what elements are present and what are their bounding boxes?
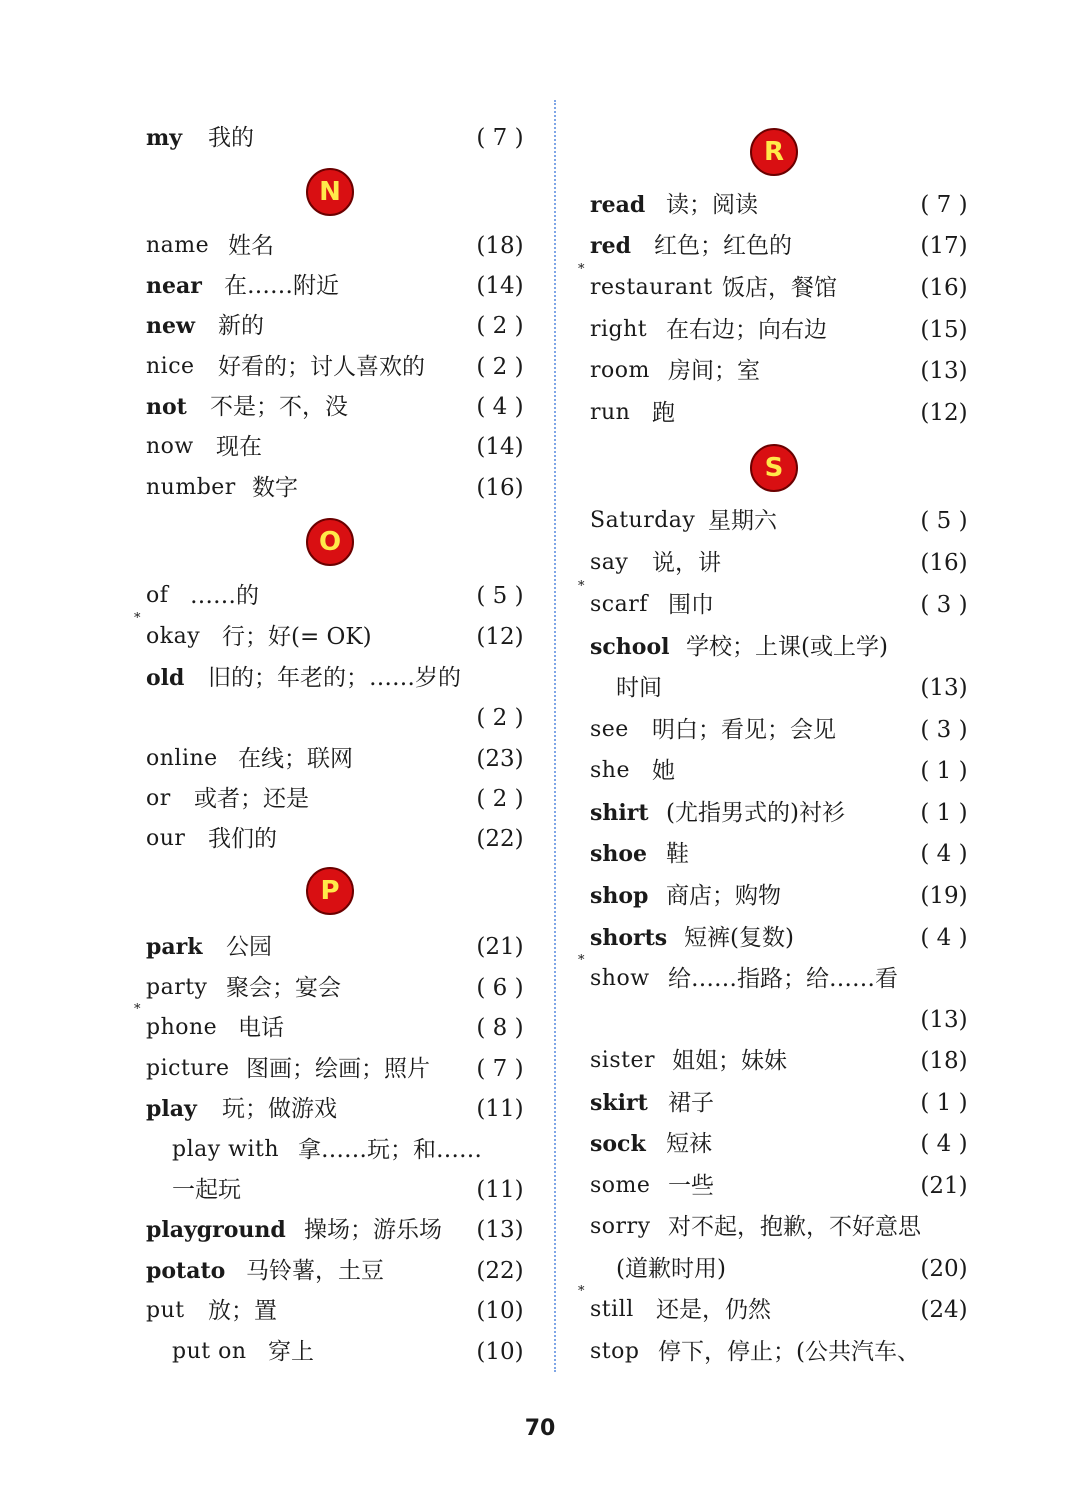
entry-word: new (146, 313, 195, 339)
vocab-entry (118, 576, 528, 616)
vocab-entry (562, 393, 972, 433)
entry-meaning: 鞋 (666, 841, 689, 867)
entry-meaning: 学校；上课(或上学) (686, 634, 888, 660)
entry-word: red (590, 233, 631, 259)
vocab-entry (562, 918, 972, 958)
entry-unit: (22) (476, 1258, 524, 1284)
entry-word: put on (172, 1339, 247, 1364)
entry-unit: ( 2 ) (476, 313, 524, 339)
entry-meaning: 商店；购物 (666, 883, 781, 909)
vocab-entry (118, 611, 528, 657)
entry-word: sister (590, 1048, 655, 1073)
vocab-entry-continuation (118, 1170, 528, 1210)
entry-word: number (146, 475, 236, 500)
entry-word: shorts (590, 925, 668, 951)
entry-unit: (13) (476, 1217, 524, 1243)
entry-meaning: 放；置 (208, 1298, 277, 1324)
entry-word: sorry (590, 1214, 651, 1239)
vocab-entry (118, 968, 528, 1008)
asterisk-mark: * (578, 262, 585, 277)
entry-meaning: 现在 (216, 434, 262, 460)
vocab-entry (562, 953, 972, 999)
entry-word: okay (146, 624, 201, 649)
entry-unit: (16) (920, 275, 968, 301)
entry-meaning: 在线；联网 (238, 746, 353, 772)
vocab-entry (118, 387, 528, 427)
letter-badge-s: S (750, 444, 798, 492)
entry-unit: (16) (920, 550, 968, 576)
entry-word: potato (146, 1258, 226, 1284)
entry-meaning: (尤指男式的)衬衫 (666, 800, 845, 826)
entry-meaning: 还是，仍然 (656, 1297, 771, 1323)
entry-word: name (146, 233, 210, 258)
entry-meaning: 公园 (226, 934, 272, 960)
entry-unit: ( 3 ) (920, 717, 968, 743)
entry-word: my (146, 125, 183, 151)
letter-badge-p: P (306, 867, 354, 915)
entry-meaning: 短裤(复数) (684, 925, 794, 951)
entry-unit: ( 6 ) (476, 975, 524, 1001)
entry-meaning: 红色；红色的 (654, 233, 792, 259)
vocab-entry-continuation (562, 668, 972, 708)
entry-unit: ( 4 ) (920, 1131, 968, 1157)
entry-unit: (12) (476, 624, 524, 650)
entry-meaning: 马铃薯，土豆 (246, 1258, 384, 1284)
entry-meaning: 她 (652, 758, 675, 784)
entry-word: not (146, 394, 187, 420)
entry-unit: ( 1 ) (920, 758, 968, 784)
entry-word: shop (590, 883, 649, 909)
vocab-entry (562, 793, 972, 833)
column-divider (554, 100, 556, 1372)
entry-unit: (10) (476, 1298, 524, 1324)
entry-meaning: 数字 (252, 475, 298, 501)
vocab-entry (118, 226, 528, 266)
asterisk-mark: * (134, 1002, 141, 1017)
entry-word: read (590, 192, 646, 218)
entry-word: sock (590, 1131, 646, 1157)
entry-unit: (13) (920, 358, 968, 384)
vocab-entry (562, 627, 972, 667)
entry-meaning: 读；阅读 (666, 192, 758, 218)
vocab-entry (118, 266, 528, 306)
entry-word: shoe (590, 841, 648, 867)
right-column (562, 0, 972, 1504)
entry-meaning: 或者；还是 (194, 786, 309, 812)
vocab-entry (562, 1041, 972, 1081)
entry-unit: (18) (476, 233, 524, 259)
entry-unit: ( 1 ) (920, 800, 968, 826)
vocab-entry (118, 347, 528, 387)
entry-word: show (590, 966, 650, 991)
entry-unit: (20) (920, 1256, 968, 1282)
entry-word: online (146, 746, 218, 771)
vocab-entry (562, 226, 972, 266)
entry-word: some (590, 1173, 651, 1198)
entry-word: see (590, 717, 629, 742)
entry-word: skirt (590, 1090, 648, 1116)
entry-meaning: 房间；室 (668, 358, 760, 384)
entry-meaning: 新的 (218, 313, 264, 339)
vocab-phrase (118, 1332, 528, 1372)
entry-meaning: 穿上 (268, 1339, 314, 1365)
asterisk-mark: * (578, 1284, 585, 1299)
entry-meaning: 给……指路；给……看 (668, 966, 898, 992)
entry-meaning: 我的 (208, 125, 254, 151)
entry-meaning: 停下，停止；(公共汽车、 (658, 1339, 920, 1365)
entry-meaning: 明白；看见；会见 (652, 717, 836, 743)
vocab-entry (562, 1166, 972, 1206)
vocab-entry (118, 427, 528, 467)
entry-word: phone (146, 1015, 218, 1040)
entry-unit: (22) (476, 826, 524, 852)
entry-unit: (21) (920, 1173, 968, 1199)
entry-meaning: 好看的；讨人喜欢的 (218, 354, 425, 380)
letter-badge-n: N (306, 168, 354, 216)
entry-unit: ( 4 ) (920, 841, 968, 867)
vocab-entry (562, 579, 972, 625)
vocab-entry (118, 739, 528, 779)
entry-word: our (146, 826, 186, 851)
entry-meaning: 星期六 (708, 508, 777, 534)
entry-word: school (590, 634, 670, 660)
entry-unit: (12) (920, 400, 968, 426)
entry-word: still (590, 1297, 634, 1322)
entry-unit: (23) (476, 746, 524, 772)
entry-meaning: 旧的；年老的；……岁的 (208, 665, 461, 691)
entry-unit: (10) (476, 1339, 524, 1365)
entry-word: she (590, 758, 630, 783)
entry-word: old (146, 665, 185, 691)
entry-meaning: 不是；不，没 (210, 394, 348, 420)
entry-word: shirt (590, 800, 649, 826)
vocab-entry (562, 351, 972, 391)
entry-word: nice (146, 354, 195, 379)
entry-meaning: 我们的 (208, 826, 277, 852)
entry-meaning: 姓名 (228, 233, 274, 259)
entry-unit: (21) (476, 934, 524, 960)
entry-meaning: 在……附近 (224, 273, 339, 299)
entry-meaning: 饭店，餐馆 (722, 275, 837, 301)
entry-word: party (146, 975, 208, 1000)
entry-word: play with (172, 1137, 280, 1162)
vocab-entry (562, 1332, 972, 1372)
entry-unit: ( 2 ) (476, 354, 524, 380)
entry-meaning: 裙子 (668, 1090, 714, 1116)
vocab-entry-continuation (562, 1000, 972, 1040)
asterisk-mark: * (578, 953, 585, 968)
entry-word: say (590, 550, 629, 575)
vocab-entry (118, 1002, 528, 1048)
entry-unit: ( 4 ) (476, 394, 524, 420)
vocab-phrase (118, 1130, 528, 1170)
entry-meaning: 聚会；宴会 (226, 975, 341, 1001)
entry-word: Saturday (590, 508, 696, 533)
entry-unit: (19) (920, 883, 968, 909)
entry-unit: ( 1 ) (920, 1090, 968, 1116)
vocab-entry (562, 1124, 972, 1164)
entry-unit: (17) (920, 233, 968, 259)
vocab-entry (562, 1284, 972, 1330)
vocab-entry (118, 1049, 528, 1089)
vocab-entry (118, 927, 528, 967)
entry-unit: ( 5 ) (476, 583, 524, 609)
entry-word: park (146, 934, 203, 960)
entry-meaning: 围巾 (668, 592, 714, 618)
entry-unit: (13) (920, 675, 968, 701)
entry-word: picture (146, 1056, 230, 1081)
vocab-entry-continuation (118, 698, 528, 738)
vocab-entry (118, 1089, 528, 1129)
vocab-entry (118, 1291, 528, 1331)
entry-meaning: 操场；游乐场 (304, 1217, 442, 1243)
vocab-entry (562, 543, 972, 583)
asterisk-mark: * (134, 611, 141, 626)
entry-word: scarf (590, 592, 648, 617)
entry-unit: (11) (476, 1096, 524, 1122)
entry-unit: (15) (920, 317, 968, 343)
entry-word: now (146, 434, 194, 459)
entry-unit: (13) (920, 1007, 968, 1033)
vocab-entry (118, 1210, 528, 1250)
entry-meaning: 时间 (616, 675, 662, 701)
vocab-entry (562, 501, 972, 541)
entry-meaning: 行；好(= OK) (222, 624, 372, 650)
vocab-entry (562, 876, 972, 916)
vocab-entry (118, 1251, 528, 1291)
entry-meaning: 拿……玩；和…… (298, 1137, 482, 1163)
entry-meaning: 一些 (668, 1173, 714, 1199)
entry-word: playground (146, 1217, 286, 1243)
entry-unit: ( 7 ) (920, 192, 968, 218)
vocab-entry (562, 710, 972, 750)
vocab-entry (118, 468, 528, 508)
entry-word: play (146, 1096, 197, 1122)
vocab-entry (562, 185, 972, 225)
entry-meaning: 短袜 (666, 1131, 712, 1157)
entry-unit: (24) (920, 1297, 968, 1323)
vocab-entry (118, 118, 528, 158)
entry-unit: ( 2 ) (476, 705, 524, 731)
entry-unit: ( 4 ) (920, 925, 968, 951)
entry-unit: (11) (476, 1177, 524, 1203)
vocab-entry (562, 1083, 972, 1123)
vocab-entry (118, 306, 528, 346)
entry-unit: ( 8 ) (476, 1015, 524, 1041)
entry-meaning: 说，讲 (652, 550, 721, 576)
entry-unit: (14) (476, 273, 524, 299)
vocab-entry (562, 262, 972, 308)
entry-meaning: 玩；做游戏 (222, 1096, 337, 1122)
vocab-entry (118, 819, 528, 859)
entry-meaning: 一起玩 (172, 1177, 241, 1203)
entry-unit: ( 7 ) (476, 125, 524, 151)
entry-unit: ( 3 ) (920, 592, 968, 618)
entry-unit: (16) (476, 475, 524, 501)
entry-word: of (146, 583, 169, 608)
vocab-entry (118, 658, 528, 698)
letter-badge-o: O (306, 518, 354, 566)
entry-meaning: 跑 (652, 400, 675, 426)
left-column (118, 0, 528, 1504)
entry-meaning: 对不起，抱歉，不好意思 (668, 1214, 921, 1240)
entry-word: stop (590, 1339, 640, 1364)
entry-unit: (14) (476, 434, 524, 460)
entry-word: right (590, 317, 648, 342)
entry-meaning: ……的 (190, 583, 259, 609)
vocab-entry-continuation (562, 1249, 972, 1289)
entry-meaning: 姐姐；妹妹 (672, 1048, 787, 1074)
entry-unit: (18) (920, 1048, 968, 1074)
entry-meaning: 电话 (238, 1015, 284, 1041)
vocab-entry (118, 779, 528, 819)
vocab-entry (562, 751, 972, 791)
entry-unit: ( 7 ) (476, 1056, 524, 1082)
vocab-entry (562, 310, 972, 350)
page-number: 70 (524, 1416, 556, 1441)
entry-word: run (590, 400, 631, 425)
entry-unit: ( 5 ) (920, 508, 968, 534)
asterisk-mark: * (578, 579, 585, 594)
entry-word: restaurant (590, 275, 713, 300)
vocab-entry (562, 1207, 972, 1247)
entry-meaning: (道歉时用) (616, 1256, 726, 1282)
entry-word: near (146, 273, 202, 299)
letter-badge-r: R (750, 128, 798, 176)
entry-word: put (146, 1298, 185, 1323)
entry-word: or (146, 786, 171, 811)
entry-meaning: 在右边；向右边 (666, 317, 827, 343)
vocab-entry (562, 834, 972, 874)
entry-meaning: 图画；绘画；照片 (246, 1056, 430, 1082)
entry-unit: ( 2 ) (476, 786, 524, 812)
entry-word: room (590, 358, 650, 383)
